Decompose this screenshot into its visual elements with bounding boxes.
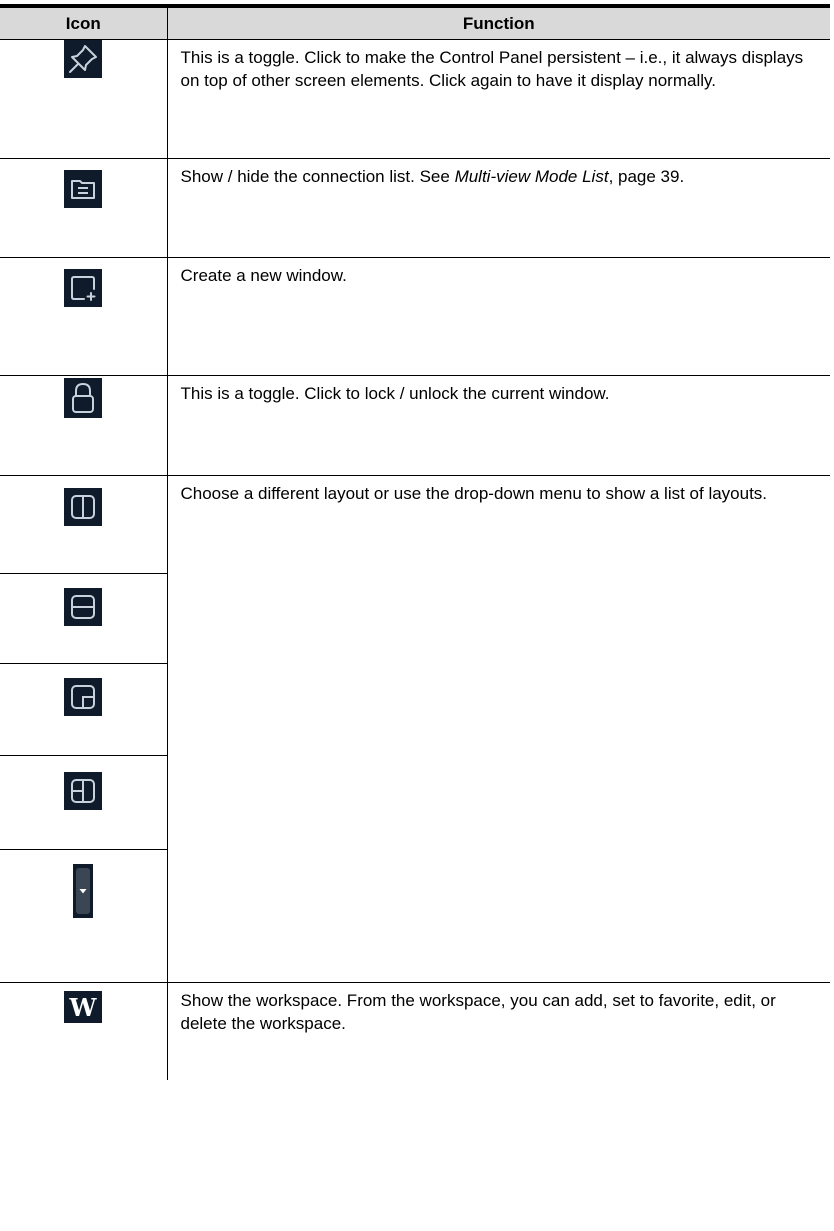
header-icon: Icon bbox=[0, 6, 167, 40]
table-row bbox=[0, 476, 830, 574]
function-cell bbox=[167, 983, 830, 1080]
icon-cell bbox=[0, 850, 167, 983]
icon-function-table bbox=[0, 4, 830, 1080]
icon-cell bbox=[0, 40, 167, 159]
table-row bbox=[0, 40, 830, 159]
function-cell bbox=[167, 258, 830, 376]
function-text: Show the workspace. From the workspace, you can add, set to favorite, edit, or delete the workspace. bbox=[180, 991, 776, 1033]
table-header-row bbox=[0, 6, 830, 40]
function-text bbox=[168, 159, 831, 188]
table-row bbox=[0, 983, 830, 1080]
table-row bbox=[0, 376, 830, 476]
layout-dropdown-icon bbox=[73, 864, 93, 918]
function-text: Create a new window. bbox=[180, 266, 347, 285]
function-text: Choose a different layout or use the drop-down menu to show a list of layouts. bbox=[180, 484, 768, 503]
function-cell bbox=[167, 476, 830, 983]
function-cell bbox=[167, 376, 830, 476]
icon-cell bbox=[0, 258, 167, 376]
layout-horizontal-split-icon bbox=[64, 588, 102, 626]
new-window-icon bbox=[64, 269, 102, 307]
layout-vertical-split-icon bbox=[64, 488, 102, 526]
function-text: This is a toggle. Click to lock / unlock the current window. bbox=[180, 384, 610, 403]
header-function: Function bbox=[167, 6, 830, 40]
icon-cell bbox=[0, 983, 167, 1080]
function-text: This is a toggle. Click to make the Control Panel persistent – i.e., it always displays on top of other screen elements. Click again to have it display normally. bbox=[180, 48, 804, 90]
icon-cell bbox=[0, 664, 167, 756]
icon-cell bbox=[0, 476, 167, 574]
layout-quad-split-icon bbox=[64, 772, 102, 810]
workspace-letter: W bbox=[69, 993, 97, 1022]
cross-reference: Multi-view Mode List bbox=[454, 167, 609, 186]
table-row bbox=[0, 258, 830, 376]
icon-cell bbox=[0, 574, 167, 664]
text-segment: , page 39. bbox=[608, 167, 685, 186]
workspace-icon bbox=[64, 991, 102, 1023]
lock-icon bbox=[64, 378, 102, 418]
table-row bbox=[0, 159, 830, 258]
layout-picture-in-picture-icon bbox=[64, 678, 102, 716]
icon-cell bbox=[0, 376, 167, 476]
text-segment: Show / hide the connection list. See bbox=[180, 167, 455, 186]
icon-cell bbox=[0, 159, 167, 258]
icon-cell bbox=[0, 756, 167, 850]
function-cell bbox=[167, 40, 830, 159]
pin-icon bbox=[64, 40, 102, 78]
folder-list-icon bbox=[64, 170, 102, 208]
function-cell bbox=[167, 159, 830, 258]
